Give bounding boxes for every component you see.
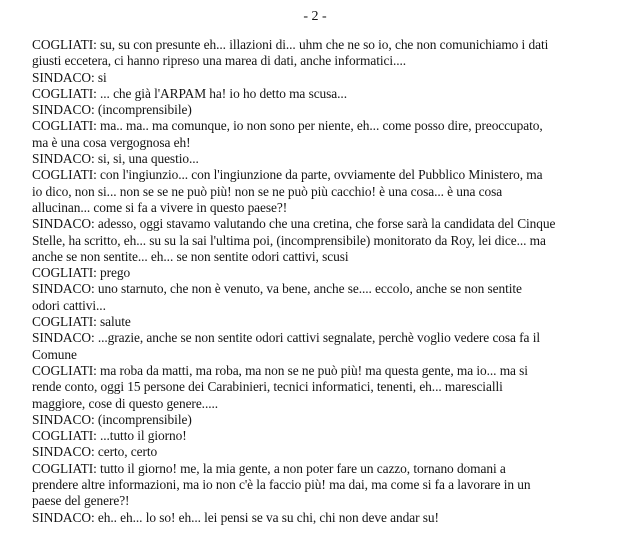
transcript-line: COGLIATI: su, su con presunte eh... illazioni di... uhm che ne so io, che non comunichiamo i dati [32, 37, 549, 52]
transcript-line: anche se non sentite... eh... se non sentite odori cattivi, scusi [32, 248, 349, 264]
transcript-line: SINDACO: uno starnuto, che non è venuto, va bene, anche se.... eccolo, anche se non sentite [32, 281, 522, 297]
transcript-line: giusti eccetera, ci hanno ripreso una marea di dati, anche informatici.... [32, 53, 407, 69]
transcript-line: COGLIATI: tutto il giorno! me, la mia gente, a non poter fare un cazzo, tornano domani a [32, 460, 506, 476]
transcript-line: Stelle, ha scritto, eh... su su la sai l'ultima poi, (incomprensibile) monitorato da Roy, lei dice... ma [32, 232, 546, 248]
transcript-line: COGLIATI: con l'ingiunzio... con l'ingiunzione da parte, ovviamente del Pubblico Ministero, ma [32, 167, 543, 183]
transcript-line: odori cattivi... [32, 297, 106, 313]
transcript-line: paese del genere?! [32, 493, 130, 509]
transcript-line: COGLIATI: salute [32, 314, 131, 330]
transcript-line: SINDACO: (incomprensibile) [32, 411, 192, 427]
page-number: - 2 - [303, 9, 327, 24]
transcript-line: SINDACO: eh.. eh... lo so! eh... lei pensi se va su chi, chi non deve andar su! [32, 509, 439, 525]
transcript-line: COGLIATI: ... che già l'ARPAM ha! io ho detto ma scusa... [32, 85, 347, 101]
transcript-line: SINDACO: certo, certo [32, 444, 158, 460]
transcript-line: SINDACO: (incomprensibile) [32, 102, 192, 118]
transcript-line: SINDACO: ...grazie, anche se non sentite odori cattivi segnalate, perchè voglio vedere cosa fa il [32, 330, 540, 346]
transcript-body [32, 37, 622, 526]
transcript-line: SINDACO: adesso, oggi stavamo valutando che una cretina, che forse sarà la candidata del Cinque [32, 216, 556, 232]
transcript-line: maggiore, cose di questo genere..... [32, 395, 219, 411]
transcript-line: io dico, non si... non se se ne può più! non se ne può più cacchio! è una cosa... è una cosa [32, 183, 503, 199]
transcript-line: rende conto, oggi 15 persone dei Carabinieri, tecnici informatici, tenenti, eh... marescialli [32, 379, 503, 395]
transcript-line: COGLIATI: ...tutto il giorno! [32, 428, 187, 444]
transcript-line: ma è una cosa vergognosa eh! [32, 134, 191, 150]
transcript-line: SINDACO: si, si, una questio... [32, 151, 199, 167]
transcript-line: COGLIATI: prego [32, 265, 131, 281]
transcript-line: allucinan... come si fa a vivere in questo paese?! [32, 199, 288, 215]
transcript-line: COGLIATI: ma roba da matti, ma roba, ma non se ne può più! ma questa gente, ma io... ma si [32, 362, 528, 378]
transcript-line: COGLIATI: ma.. ma.. ma comunque, io non sono per niente, eh... come posso dire, preoccupato, [32, 118, 543, 134]
transcript-line: SINDACO: si [32, 69, 107, 85]
transcript-line: Comune [32, 346, 77, 362]
transcript-line: prendere altre informazioni, ma io non c'è la faccio più! ma dai, ma come si fa a lavorare in un [32, 477, 531, 493]
